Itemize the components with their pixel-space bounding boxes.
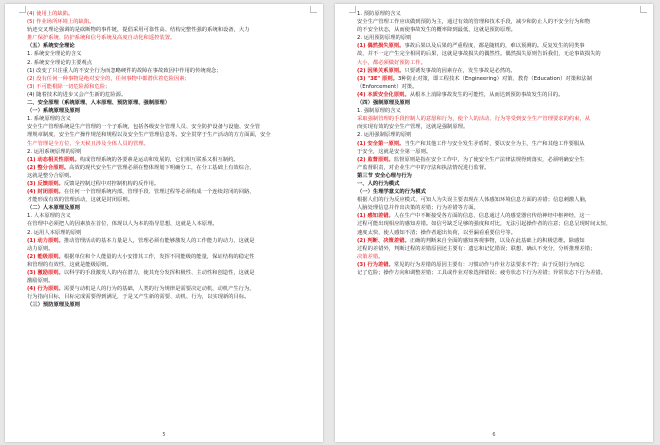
section-heading: 第三节 安全心理与行为 bbox=[357, 172, 412, 179]
text-line bbox=[27, 188, 309, 196]
text-line: 1. 人本原理的含义 bbox=[27, 213, 71, 220]
text-line: (2) 没有任何一种事物是绝对安全的，任何事物中都潜伏着危险因素； bbox=[27, 75, 190, 82]
page-number: 5 bbox=[162, 432, 166, 438]
section-heading: （一）系统原理及原则 bbox=[27, 108, 80, 115]
text-line bbox=[27, 253, 309, 261]
section-heading: 一、人的行为模式 bbox=[357, 180, 400, 187]
section-heading: （五）系统安全理论 bbox=[27, 43, 75, 50]
text-line: 记了危险；操作方向和调整差错；工具或作业对象选择错误；疲劳状态下行为差错；异常状态下行为差错。 bbox=[357, 270, 606, 276]
text-line bbox=[357, 67, 639, 75]
text-line: 而实现有效的安全生产管理，这就是强制原理。 bbox=[357, 124, 469, 131]
crop-mark bbox=[349, 6, 356, 13]
text-line bbox=[357, 91, 639, 99]
text-line: 大小，都必须做好预防工作。 bbox=[357, 59, 426, 66]
text-line: 激励原则。 bbox=[27, 278, 54, 285]
text-line bbox=[27, 237, 309, 245]
text-line bbox=[27, 269, 309, 277]
text-line: 1. 强制原理的含义 bbox=[357, 108, 401, 115]
term-text: 正确的判断来自全面的感知客观事物，以及在此基础上的积极思维。除感知 bbox=[409, 237, 585, 244]
text-line: 根据人们的行为反应模式，可知人为失误主要表现在人体感知环境信息方面的差错；信息刺激人脑， bbox=[357, 197, 591, 204]
document-page-right bbox=[335, 4, 653, 442]
term-text: 推动管理活动的基本力量是人，管理必须有能够激发人的工作能力的动力，这就是 bbox=[63, 237, 255, 244]
section-heading: 二、安全原理（系统原理、人本原理、预防原理、强制原理） bbox=[27, 100, 171, 107]
term-label: (1) 动力原则。 bbox=[27, 237, 64, 244]
text-line bbox=[27, 180, 309, 188]
term-text: 3种防止对策，即工程技术（Engineering）对策、教育（Education）对策和法制 bbox=[397, 75, 592, 82]
term-label: (4) 封闭原则。 bbox=[27, 189, 64, 196]
text-line: 故，并不一定产生完全相同的后果，这就是事故损失的偶然性。偶然损失原则告诉我们，无论事故损失的 bbox=[357, 51, 601, 58]
text-line bbox=[27, 164, 309, 172]
term-text: 反馈是控制过程中对控制机构的反作用。 bbox=[63, 180, 160, 187]
term-label: (2) 因果关系原则。 bbox=[357, 67, 405, 74]
text-line: 2. 运用人本原理的原则 bbox=[27, 229, 82, 236]
section-heading: （二）人本原理及原则 bbox=[27, 205, 80, 212]
term-text: 事故后果以及后果的严重程度，都是随机的，难以预测的。反复发生的同类事 bbox=[404, 43, 585, 50]
term-text: 常见的行为差错的原因主要有：习惯动作与作业方法要求不符；由于反射行为而忘 bbox=[393, 261, 585, 268]
text-line: （Enforcement）对策。 bbox=[357, 83, 418, 90]
text-line: 决策差错。 bbox=[357, 253, 384, 260]
text-line: 安全生产管理工作应该做到预防为主，通过有效的管理和技术手段，减少和防止人的不安全行为和物 bbox=[357, 19, 591, 26]
term-text: 需要与动机是人的行为的基础，人类的行为规律是需要决定动机，动机产生行为， bbox=[63, 286, 255, 293]
term-text: 高效的现代安全生产管理必须在整体规划下明确分工，在分工基础上有效综合， bbox=[69, 164, 255, 171]
text-line: 2. 系统安全理论的主要观点 bbox=[27, 59, 93, 66]
text-line: 人脑处理信息并作出决策的差错；行为差错等方面。 bbox=[357, 205, 479, 212]
term-label: (3) 激励原则。 bbox=[27, 270, 64, 276]
section-heading: （一）生理学意义的行为模式 bbox=[357, 189, 426, 196]
term-text: 只要诱发事故的因素存在，发生事故是必然的。 bbox=[404, 67, 516, 74]
text-line: 行为指向目标，目标完成需要得到满足，于是又产生新的需要、动机、行为，以实现新的目标。 bbox=[27, 294, 250, 301]
text-line: 的不安全状态，从而使事故发生的概率降到最低，这就是预防原理。 bbox=[357, 27, 516, 34]
term-label: (4) 行为原则。 bbox=[27, 286, 64, 293]
term-label: (2) 整分合原则。 bbox=[27, 164, 70, 171]
text-line: 采取强制管理的手段控制人的意愿和行为，使个人的活动、行为等受到安全生产管理要求的约束，从 bbox=[357, 116, 591, 123]
page-text-block bbox=[27, 10, 309, 309]
term-text: 人在生产中不断接受各方面的信息，信息通过人的感觉器官传给神经中枢神经，这一 bbox=[393, 213, 590, 220]
term-label: (3) "3E" 原则。 bbox=[357, 75, 398, 82]
page-text-block bbox=[357, 10, 639, 277]
text-line: 生产管理是全方位、全天候且涉及全体人员的管理。 bbox=[27, 140, 149, 147]
term-text: 在任何一个管理系统内部，管理手段、管理过程等必须构成一个连续封闭的回路， bbox=[63, 189, 255, 196]
text-line bbox=[27, 156, 309, 164]
text-line: 理规章制度、安全生产操作规范和规程以及安全生产管理信息等。安全贯穿于生产活动的方方面面，安全 bbox=[27, 132, 271, 139]
text-line: 产监督职责，对企业生产中的守法和执法情况进行监督。 bbox=[357, 164, 490, 171]
crop-mark bbox=[19, 6, 26, 13]
term-label: (2) 判断、决策差错。 bbox=[357, 237, 410, 244]
term-label: (2) 监督原则。 bbox=[357, 156, 394, 163]
page-number: 6 bbox=[492, 432, 496, 438]
term-label: (1) 动态相关性原则。 bbox=[27, 156, 80, 163]
text-line: 于安全，这就是安全第一原则。 bbox=[357, 148, 432, 155]
term-label: (1) 感知差错。 bbox=[357, 213, 394, 220]
term-text: 监督原则是指在安全工作中，为了使安全生产法律法规得到落实，必须明确安全生 bbox=[393, 156, 585, 163]
text-line: 2. 运用预防原理的原则 bbox=[357, 35, 412, 42]
term-label: (4) 本质安全化原则。 bbox=[357, 91, 410, 98]
text-line: (4) 使用上的缺陷。 bbox=[27, 11, 74, 17]
text-line: 1. 系统安全理论的含义 bbox=[27, 51, 82, 58]
text-line: 动力原则。 bbox=[27, 245, 54, 252]
text-line bbox=[357, 237, 639, 245]
section-heading: （三）预防原理及原则 bbox=[27, 302, 80, 309]
text-line: 速度太快，使人感知不清；操作者超出负荷，以至漏看重要信号等。 bbox=[357, 229, 516, 236]
text-line bbox=[357, 212, 639, 220]
text-line: 1. 系统原理的含义 bbox=[27, 116, 71, 123]
text-line: (4) 随着技术的进步又会产生新的危险源。 bbox=[27, 91, 127, 98]
term-text: 当生产和其他工作与安全发生矛盾时，要以安全为主，生产和其他工作要服从 bbox=[404, 140, 585, 147]
crop-mark bbox=[640, 6, 647, 13]
text-line: 1. 预防原理的含义 bbox=[357, 11, 401, 17]
text-line: 2. 运用强制原理的原则 bbox=[357, 132, 412, 139]
text-line: 在管理中必须把人的因素放在首位，体现以人为本的指导思想，这就是人本原理。 bbox=[27, 221, 218, 228]
text-line bbox=[357, 75, 639, 83]
text-line: 安全生产管理系统是生产管理的一个子系统，包括各级安全管理人员、安全防护设备与设施、安全管 bbox=[27, 124, 261, 131]
term-label: (3) 反馈原则。 bbox=[27, 180, 64, 187]
text-line: 推广保护系统、防护系统和信号系统及高度自动化和遥控装置。 bbox=[27, 35, 176, 42]
text-line bbox=[357, 261, 639, 269]
text-line: (3) 不可能根除一切危险源和危险； bbox=[27, 83, 111, 90]
text-line bbox=[357, 42, 639, 50]
text-line: 和管理的有效性，这就是能级原则。 bbox=[27, 261, 112, 268]
term-label: (2) 能级原则。 bbox=[27, 253, 64, 260]
document-page-left bbox=[5, 4, 323, 442]
text-line: 过程可能出现相应的感知差错。如信号缺乏足够的强度和对比，无法引起操作者的注意；信息呈现时间太短， bbox=[357, 221, 612, 228]
text-line: (5) 作业场所环境上的缺陷。 bbox=[27, 19, 95, 26]
term-text: 根据单位和个人能量的大小安排其工作，发挥不同能级的能量，保证结构的稳定性 bbox=[63, 253, 255, 260]
term-text: 构成管理系统的各要素是运动和发展的，它们相互联系又相互制约。 bbox=[79, 156, 239, 163]
crop-mark bbox=[310, 6, 317, 13]
text-line bbox=[27, 285, 309, 293]
term-text: 从根本上消除事故发生的可能性，从而达到预防事故发生的目的。 bbox=[409, 91, 564, 98]
text-line: 过程的差错外，判断过程的差错原因还主要有：遗忘和记忆错误；联想、确认不充分，分析推理差错； bbox=[357, 245, 596, 252]
text-line bbox=[357, 140, 639, 148]
section-heading: （四）强制原理及原则 bbox=[357, 100, 410, 107]
term-label: (1) 安全第一原则。 bbox=[357, 140, 405, 147]
text-line: (1) 改变了只注重人的不安全行为而忽略硬件的故障在事故致因中作用的传统观念； bbox=[27, 67, 222, 74]
text-line: 这就是整分合原则。 bbox=[27, 172, 75, 179]
term-label: (1) 偶然损失原则。 bbox=[357, 43, 405, 50]
text-line: 轨迹交叉理论强调的是砍断物的事件链，提倡采用可靠性高、结构完整性强的系统和设备，大力 bbox=[27, 27, 250, 34]
text-line bbox=[357, 156, 639, 164]
term-text: 以科学的手段激发人的内在潜力，使其充分发挥积极性、主动性和创造性，这就是 bbox=[63, 270, 255, 276]
term-label: (3) 行为差错。 bbox=[357, 261, 394, 268]
text-line: 才能形成有效的管理活动，这就是封闭原则。 bbox=[27, 197, 133, 204]
text-line: 2. 运用系统原理的原则 bbox=[27, 148, 82, 155]
